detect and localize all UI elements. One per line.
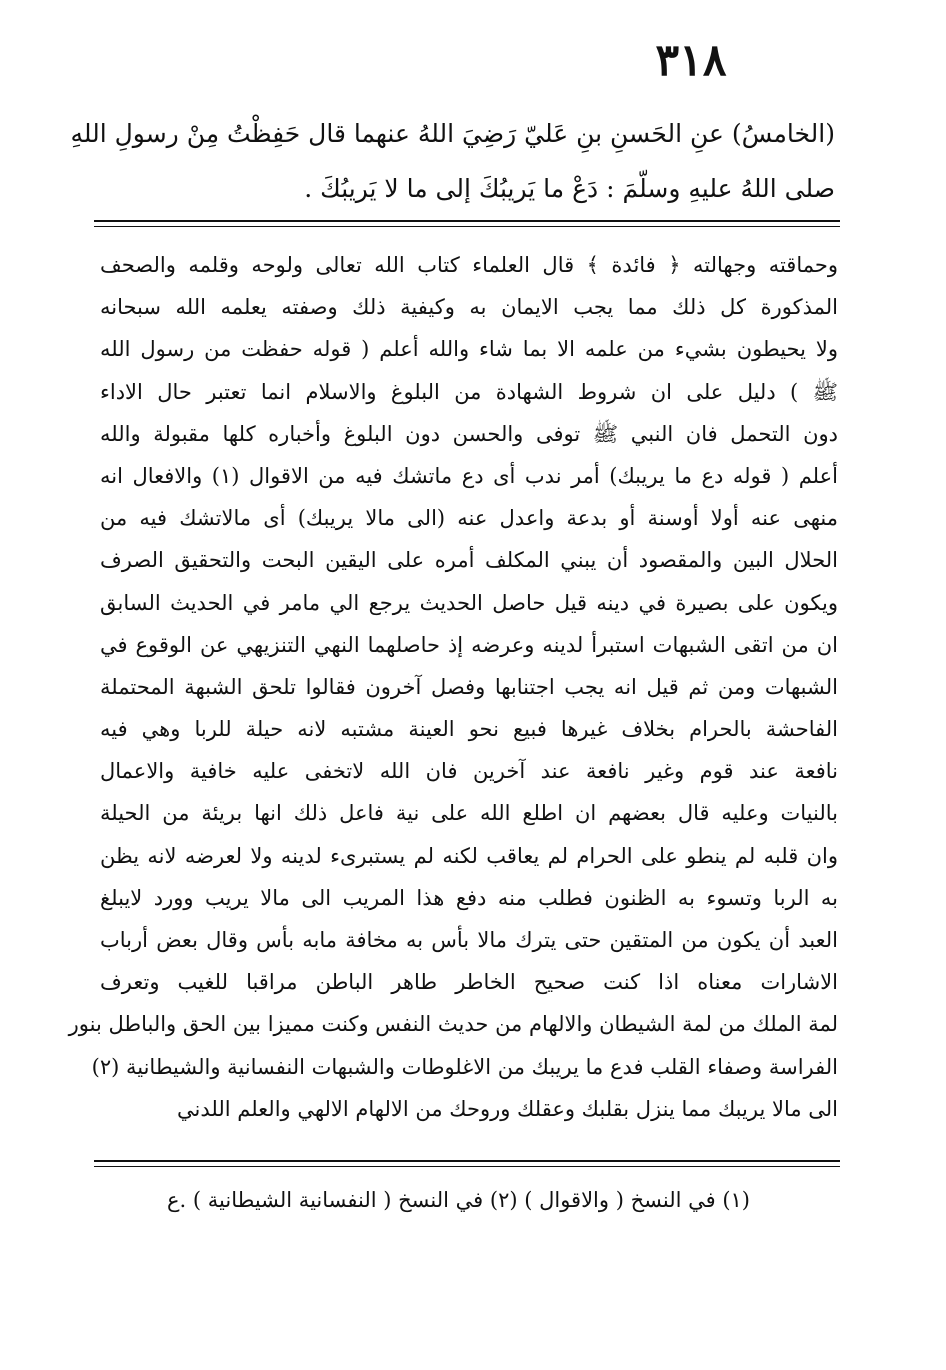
divider-top — [94, 220, 840, 227]
commentary-line: الفراسة وصفاء القلب فدع ما يريبك من الاغلوطات والشبهات النفسانية والشيطانية (٢) — [91, 1054, 838, 1079]
commentary-line: أعلم ( قوله دع ما يريبك) أمر ندب أى دع ماتشك فيه من الاقوال (١) والافعال انه — [100, 463, 838, 488]
footnote: (١) في النسخ ( والاقوال ) (٢) في النسخ ( النفسانية الشيطانية ) .ع — [167, 1188, 750, 1212]
commentary-line: الحلال البين والمقصود أن يبني المكلف أمره على اليقين البحت والتحقيق الصرف — [100, 548, 838, 573]
commentary-text — [68, 244, 838, 1130]
commentary-line: نافعة عند قوم وغير نافعة عند آخرين فان الله لاتخفى عليه خافية والاعمال — [100, 759, 838, 784]
hadith-text — [70, 106, 835, 216]
divider-bottom — [94, 1160, 840, 1167]
commentary-line: منهى عنه أولا أوسنة أو بدعة واعدل عنه (الى مالا يريبك) أى مالاتشك فيه من — [100, 506, 838, 531]
commentary-line: ﷺ ) دليل على ان شروط الشهادة من البلوغ والاسلام انما تعتبر حال الاداء — [100, 379, 838, 404]
commentary-line: العبد أن يكون من المتقين حتى يترك مالا بأس به مخافة مابه بأس وقال بعض أرباب — [100, 928, 838, 952]
commentary-line: الاشارات معناه اذا كنت صحيح الخاطر طاهر الباطن مراقبا للغيب وتعرف — [100, 970, 838, 995]
commentary-line: دون التحمل فان النبي ﷺ توفى والحسن دون البلوغ وأخباره كلها مقبولة والله — [100, 421, 838, 446]
commentary-line: بالنيات وعليه قال بعضهم ان اطلع الله على نية فاعل ذلك انها بريئة من الحيلة — [100, 801, 838, 826]
commentary-line: الفاحشة بالحرام بخلاف غيرها فبيع نحو العينة مشتبه لانه حيلة للربا وهي فيه — [100, 717, 838, 742]
commentary-line: ان من اتقى الشبهات استبرأ لدينه وعرضه إذ حاصلهما النهي التنزيهي عن الوقوع في — [100, 632, 838, 657]
commentary-line: المذكورة كل ذلك مما يجب الايمان به وكيفية ذلك وصفته يعلمه الله سبحانه — [100, 295, 838, 320]
commentary-line: ولا يحيطون بشيء من علمه الا بما شاء والله أعلم ( قوله حفظت من رسول الله — [100, 337, 838, 362]
hadith-line: (الخامسُ) عنِ الحَسنِ بنِ عَليّ رَضِيَ اللهُ عنهما قال حَفِظْتُ مِنْ رسولِ اللهِ — [70, 119, 835, 148]
page-number: ٣١٨ — [655, 35, 727, 86]
commentary-line: به الربا وتسوء به الظنون فطلب منه دفع هذا المريب الى مالا يريب وورد لايبلغ — [100, 885, 838, 910]
commentary-line: الى مالا يريبك مما ينزل بقلبك وعقلك وروحك من الالهام الالهي والعلم اللدني — [177, 1096, 838, 1121]
commentary-line: وان قلبه لم ينطو على الحرام لم يعاقب لكنه لم يستبرىء لدينه ولا لعرضه لانه يظن — [100, 843, 838, 868]
hadith-line: صلى اللهُ عليهِ وسلّمَ : دَعْ ما يَريبُكَ إلى ما لا يَريبُكَ . — [304, 174, 835, 203]
commentary-line: وحماقته وجهالته ﴿ فائدة ﴾ قال العلماء كتاب الله تعالى ولوحه وقلمه والصحف — [100, 253, 838, 277]
commentary-line: الشبهات ومن ثم قيل انه يجب اجتنابها وفصل آخرون فقالوا تلحق الشبهة المحتملة — [100, 674, 838, 699]
commentary-line: ويكون على بصيرة في دينه قيل حاصل الحديث يرجع الي مامر في الحديث السابق — [100, 590, 838, 615]
commentary-line: لمة الملك من لمة الشيطان والالهام من حديث النفس وكنت مميزا بين الحق والباطل بنور — [68, 1012, 838, 1037]
